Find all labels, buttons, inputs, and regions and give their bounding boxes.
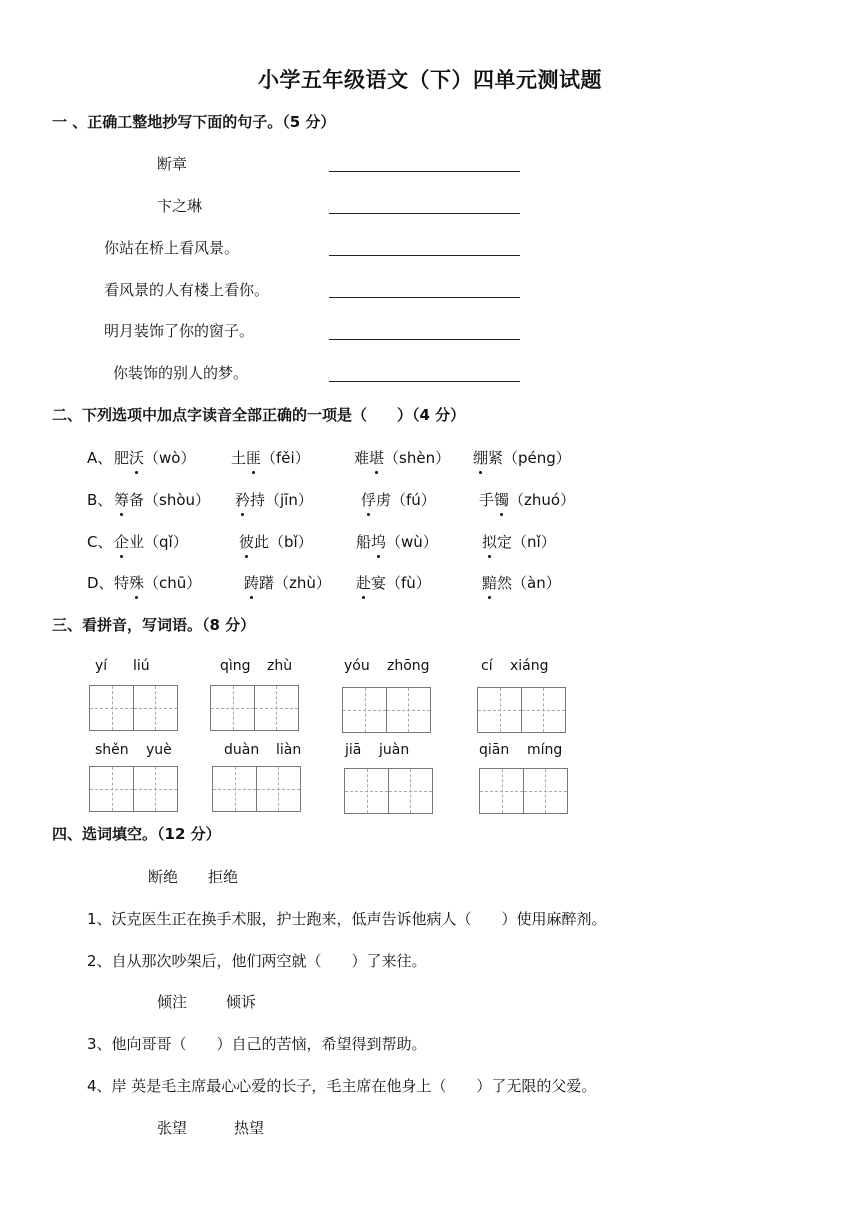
option-item: 俘虏（fú） <box>361 491 436 509</box>
pinyin: zhù <box>267 658 293 674</box>
copy-line-1: 断章 <box>157 155 188 173</box>
option-item: 踌躇（zhù） <box>244 574 331 592</box>
option-item: 特殊（chū） <box>114 574 202 592</box>
pinyin: yuè <box>146 742 172 758</box>
option-item: 黯然（àn） <box>482 574 561 592</box>
writing-grid[interactable] <box>479 768 566 814</box>
section-4-heading: 四、选词填空。（12 分） <box>52 825 221 843</box>
writing-grid[interactable] <box>212 766 299 812</box>
section-3-heading: 三、看拼音，写词语。（8 分） <box>52 616 256 634</box>
pinyin: qiān <box>479 742 510 758</box>
copy-line-3: 你站在桥上看风景。 <box>104 239 240 257</box>
option-label: A、 <box>87 449 113 467</box>
word-choice: 热望 <box>234 1119 265 1137</box>
copy-line-6: 你装饰的别人的梦。 <box>113 364 249 382</box>
pinyin: shěn <box>95 742 129 758</box>
word-choice: 拒绝 <box>208 868 239 886</box>
pinyin: yóu <box>344 658 370 674</box>
option-item: 绷紧（péng） <box>473 449 571 467</box>
question-3: 3、他向哥哥（ ）自己的苦恼，希望得到帮助。 <box>87 1035 427 1053</box>
answer-blank-6[interactable] <box>329 381 520 382</box>
pinyin: cí <box>481 658 493 674</box>
writing-grid[interactable] <box>210 685 297 731</box>
writing-grid[interactable] <box>342 687 429 733</box>
writing-grid[interactable] <box>477 687 564 733</box>
pinyin: duàn <box>224 742 260 758</box>
option-item: 矜持（jīn） <box>235 491 313 509</box>
writing-grid[interactable] <box>344 768 431 814</box>
pinyin: xiáng <box>510 658 549 674</box>
option-item: 肥沃（wò） <box>114 449 196 467</box>
word-choice: 倾诉 <box>226 993 257 1011</box>
option-item: 赴宴（fù） <box>356 574 431 592</box>
pinyin: yí <box>95 658 108 674</box>
section-2-heading: 二、下列选项中加点字读音全部正确的一项是（ ）（4 分） <box>52 406 466 424</box>
writing-grid[interactable] <box>89 685 176 731</box>
pinyin: qìng <box>220 658 251 674</box>
word-choice: 张望 <box>157 1119 188 1137</box>
pinyin: míng <box>527 742 563 758</box>
option-item: 土匪（fěi） <box>231 449 310 467</box>
option-label: D、 <box>87 574 114 592</box>
answer-blank-1[interactable] <box>329 171 520 172</box>
answer-blank-3[interactable] <box>329 255 520 256</box>
copy-line-5: 明月装饰了你的窗子。 <box>104 322 255 340</box>
pinyin: jiā <box>345 742 362 758</box>
section-1-heading: 一 、正确工整地抄写下面的句子。（5 分） <box>52 113 336 131</box>
question-1: 1、沃克医生正在换手术服，护士跑来，低声告诉他病人（ ）使用麻醉剂。 <box>87 910 607 928</box>
option-item: 筹备（shòu） <box>114 491 211 509</box>
question-2: 2、自从那次吵架后，他们两空就（ ）了来往。 <box>87 952 427 970</box>
pinyin: liàn <box>276 742 302 758</box>
option-label: B、 <box>87 491 113 509</box>
copy-line-2: 卞之琳 <box>157 197 203 215</box>
page-title: 小学五年级语文（下）四单元测试题 <box>258 68 602 92</box>
writing-grid[interactable] <box>89 766 176 812</box>
pinyin: liú <box>133 658 150 674</box>
word-choice: 倾注 <box>157 993 188 1011</box>
word-choice: 断绝 <box>148 868 179 886</box>
answer-blank-5[interactable] <box>329 339 520 340</box>
option-item: 彼此（bǐ） <box>239 533 313 551</box>
option-item: 手镯（zhuó） <box>479 491 576 509</box>
option-label: C、 <box>87 533 113 551</box>
option-item: 企业（qǐ） <box>114 533 188 551</box>
pinyin: juàn <box>379 742 410 758</box>
question-4: 4、岸 英是毛主席最心心爱的长子，毛主席在他身上（ ）了无限的父爱。 <box>87 1077 597 1095</box>
copy-line-4: 看风景的人有楼上看你。 <box>104 281 270 299</box>
option-item: 难堪（shèn） <box>354 449 451 467</box>
answer-blank-4[interactable] <box>329 297 520 298</box>
pinyin: zhōng <box>387 658 430 674</box>
option-item: 拟定（nǐ） <box>482 533 556 551</box>
option-item: 船坞（wù） <box>356 533 438 551</box>
answer-blank-2[interactable] <box>329 213 520 214</box>
